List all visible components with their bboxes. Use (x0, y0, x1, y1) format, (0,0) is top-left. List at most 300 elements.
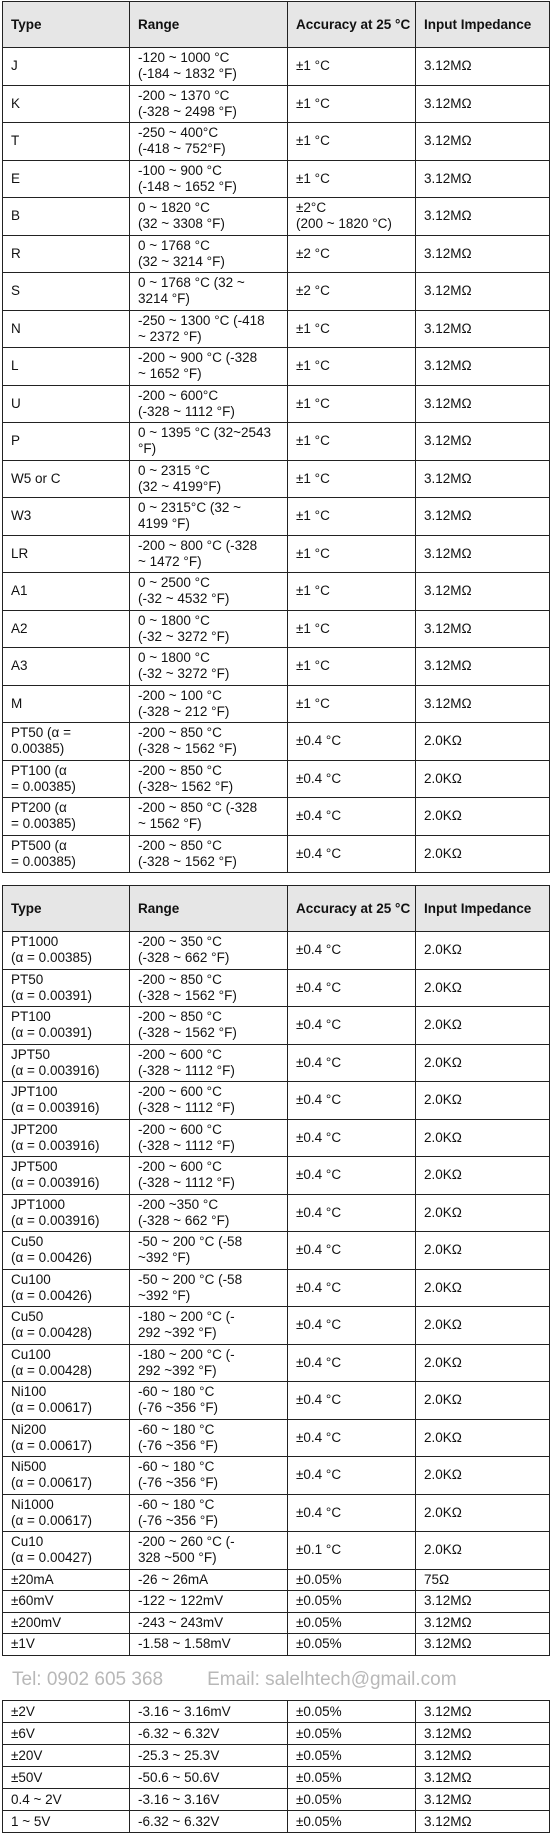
cell-accuracy (288, 1723, 416, 1745)
table-row (3, 1119, 550, 1157)
cell-type (3, 1811, 130, 1833)
cell-range (130, 1532, 288, 1570)
cell-type (3, 723, 130, 761)
cell-range (130, 1612, 288, 1634)
cell-range-text: -200 ~ 600 °C (-328 ~ 1112 °F) (138, 1046, 235, 1078)
cell-impedance-text: 3.12MΩ (424, 658, 472, 674)
cell-range-text: -200 ~ 100 °C (-328 ~ 212 °F) (138, 687, 230, 719)
cell-type (3, 1157, 130, 1195)
cell-type-text: B (11, 208, 21, 224)
cell-type (3, 835, 130, 873)
cell-type-text: E (11, 170, 21, 186)
cell-impedance (416, 423, 550, 461)
table-row (3, 85, 550, 123)
cell-accuracy-text: ±0.05% (296, 1571, 342, 1587)
cell-range (130, 1723, 288, 1745)
cell-accuracy-text: ±1 °C (296, 695, 330, 711)
cell-type-text: W3 (11, 508, 32, 524)
cell-range-text: 0 ~ 1768 °C (32 ~ 3214 °F) (138, 275, 245, 307)
cell-type (3, 648, 130, 686)
cell-accuracy (288, 123, 416, 161)
table-row (3, 198, 550, 236)
cell-range-text: 0 ~ 1800 °C (-32 ~ 3272 °F) (138, 650, 230, 682)
cell-accuracy (288, 1457, 416, 1495)
cell-accuracy (288, 1007, 416, 1045)
cell-range-text: -200 ~ 350 °C (-328 ~ 662 °F) (138, 934, 230, 966)
cell-range (130, 1701, 288, 1723)
cell-range (130, 969, 288, 1007)
cell-impedance (416, 498, 550, 536)
cell-accuracy (288, 498, 416, 536)
cell-range-text: -200 ~ 850 °C (-328 ~ 1562 °F) (138, 971, 237, 1003)
cell-impedance-text: 2.0KΩ (424, 1129, 462, 1145)
cell-type-text: A3 (11, 658, 28, 674)
cell-accuracy (288, 1634, 416, 1656)
cell-range (130, 610, 288, 648)
cell-range (130, 1811, 288, 1833)
cell-type (3, 1612, 130, 1634)
cell-accuracy-text: ±1 °C (296, 95, 330, 111)
table-row (3, 1612, 550, 1634)
cell-type (3, 1532, 130, 1570)
cell-impedance-text: 2.0KΩ (424, 1204, 462, 1220)
cell-range (130, 1591, 288, 1613)
cell-type (3, 573, 130, 611)
cell-range (130, 160, 288, 198)
cell-range-text: -122 ~ 122mV (138, 1593, 224, 1609)
table-row (3, 1767, 550, 1789)
cell-accuracy-text: ±1 °C (296, 658, 330, 674)
cell-impedance-text: 75Ω (424, 1571, 450, 1587)
cell-accuracy-text: ±1 °C (296, 133, 330, 149)
table-row (3, 648, 550, 686)
cell-impedance-text: 3.12MΩ (424, 358, 472, 374)
cell-range (130, 273, 288, 311)
cell-accuracy-text: ±0.05% (296, 1725, 342, 1741)
cell-type (3, 969, 130, 1007)
cell-type-text: Cu100 (α = 0.00428) (11, 1346, 92, 1378)
cell-range (130, 423, 288, 461)
column-header-accuracy: Accuracy at 25 °C (288, 2, 416, 48)
cell-type (3, 1789, 130, 1811)
cell-impedance (416, 1307, 550, 1345)
spec-table-thermocouple (2, 1, 550, 873)
cell-type-text: JPT500 (α = 0.003916) (11, 1159, 100, 1191)
cell-accuracy-text: ±1 °C (296, 58, 330, 74)
cell-accuracy-text: ±1 °C (296, 470, 330, 486)
cell-range-text: -6.32 ~ 6.32V (138, 1813, 220, 1829)
cell-impedance (416, 1457, 550, 1495)
cell-type-text: JPT100 (α = 0.003916) (11, 1084, 100, 1116)
cell-type-text: JPT50 (α = 0.003916) (11, 1046, 100, 1078)
cell-accuracy (288, 423, 416, 461)
cell-range (130, 1457, 288, 1495)
table-row (3, 1232, 550, 1270)
cell-type-text: K (11, 95, 21, 111)
cell-impedance-text: 3.12MΩ (424, 1747, 472, 1763)
cell-range-text: -200 ~ 600 °C (-328 ~ 1112 °F) (138, 1121, 235, 1153)
cell-accuracy-text: ±0.4 °C (296, 845, 342, 861)
table-row (3, 348, 550, 386)
cell-impedance (416, 798, 550, 836)
cell-accuracy (288, 969, 416, 1007)
cell-range (130, 48, 288, 86)
cell-accuracy (288, 1532, 416, 1570)
table-header-row (3, 2, 550, 48)
cell-impedance (416, 348, 550, 386)
table-row (3, 1457, 550, 1495)
cell-impedance (416, 685, 550, 723)
cell-accuracy-text: ±2 °C (296, 245, 330, 261)
cell-accuracy-text: ±0.4 °C (296, 1504, 342, 1520)
cell-type (3, 235, 130, 273)
cell-impedance (416, 535, 550, 573)
cell-accuracy-text: ±0.1 °C (296, 1542, 342, 1558)
cell-type-text: ±6V (11, 1725, 35, 1741)
table-row (3, 723, 550, 761)
cell-type-text: U (11, 395, 21, 411)
cell-type-text: ±50V (11, 1769, 43, 1785)
cell-impedance-text: 2.0KΩ (424, 1429, 462, 1445)
cell-accuracy (288, 1789, 416, 1811)
cell-range (130, 723, 288, 761)
table-row (3, 1194, 550, 1232)
cell-accuracy (288, 535, 416, 573)
cell-range (130, 498, 288, 536)
cell-type-text: ±2V (11, 1703, 35, 1719)
cell-accuracy-text: ±0.4 °C (296, 942, 342, 958)
cell-type-text: T (11, 133, 20, 149)
cell-accuracy-text: ±0.4 °C (296, 1204, 342, 1220)
table-row (3, 1591, 550, 1613)
cell-type-text: PT50 (α = 0.00391) (11, 971, 92, 1003)
cell-accuracy-text: ±1 °C (296, 358, 330, 374)
cell-accuracy (288, 1232, 416, 1270)
cell-type (3, 1269, 130, 1307)
cell-range (130, 460, 288, 498)
table-row (3, 1532, 550, 1570)
cell-range-text: -180 ~ 200 °C (- 292 ~392 °F) (138, 1346, 235, 1378)
cell-type-text: Cu100 (α = 0.00426) (11, 1271, 92, 1303)
cell-impedance (416, 1723, 550, 1745)
cell-impedance (416, 460, 550, 498)
cell-range (130, 1307, 288, 1345)
cell-accuracy (288, 685, 416, 723)
cell-range (130, 1419, 288, 1457)
cell-impedance (416, 160, 550, 198)
cell-accuracy (288, 273, 416, 311)
table-row (3, 1811, 550, 1833)
cell-impedance (416, 1811, 550, 1833)
table-row (3, 1382, 550, 1420)
cell-type (3, 798, 130, 836)
cell-type-text: Cu10 (α = 0.00427) (11, 1534, 92, 1566)
cell-accuracy (288, 1591, 416, 1613)
cell-impedance-text: 2.0KΩ (424, 1354, 462, 1370)
cell-impedance (416, 1269, 550, 1307)
cell-impedance (416, 969, 550, 1007)
cell-accuracy (288, 723, 416, 761)
cell-accuracy (288, 1701, 416, 1723)
table-row (3, 969, 550, 1007)
cell-accuracy (288, 1612, 416, 1634)
cell-accuracy-text: ±0.05% (296, 1593, 342, 1609)
cell-impedance (416, 1044, 550, 1082)
cell-impedance (416, 235, 550, 273)
cell-accuracy (288, 760, 416, 798)
cell-impedance-text: 3.12MΩ (424, 283, 472, 299)
cell-accuracy (288, 198, 416, 236)
cell-impedance (416, 310, 550, 348)
cell-accuracy-text: ±0.05% (296, 1747, 342, 1763)
cell-accuracy (288, 1382, 416, 1420)
cell-accuracy (288, 310, 416, 348)
cell-range (130, 1269, 288, 1307)
cell-type (3, 123, 130, 161)
cell-range-text: -200 ~ 850 °C (-328 ~ 1562 °F) (138, 1009, 237, 1041)
cell-impedance-text: 3.12MΩ (424, 545, 472, 561)
cell-impedance (416, 1612, 550, 1634)
cell-impedance-text: 3.12MΩ (424, 95, 472, 111)
table-row (3, 535, 550, 573)
cell-impedance (416, 85, 550, 123)
cell-impedance (416, 1157, 550, 1195)
cell-accuracy (288, 573, 416, 611)
cell-type (3, 1494, 130, 1532)
cell-type (3, 310, 130, 348)
contact-line (12, 1666, 542, 1694)
cell-type (3, 160, 130, 198)
cell-type-text: ±20mA (11, 1571, 54, 1587)
cell-range (130, 85, 288, 123)
cell-impedance-text: 2.0KΩ (424, 1242, 462, 1258)
cell-type (3, 610, 130, 648)
cell-accuracy-text: ±0.4 °C (296, 1279, 342, 1295)
cell-range-text: -200 ~ 850 °C (-328~ 1562 °F) (138, 762, 234, 794)
cell-accuracy-text: ±1 °C (296, 433, 330, 449)
cell-impedance-text: 2.0KΩ (424, 1392, 462, 1408)
cell-impedance-text: 2.0KΩ (424, 1092, 462, 1108)
cell-impedance (416, 1082, 550, 1120)
cell-type-text: PT100 (α = 0.00391) (11, 1009, 92, 1041)
cell-accuracy (288, 460, 416, 498)
cell-range (130, 1494, 288, 1532)
cell-impedance (416, 835, 550, 873)
cell-type (3, 760, 130, 798)
cell-accuracy (288, 348, 416, 386)
cell-range-text: -200 ~ 600 °C (-328 ~ 1112 °F) (138, 1159, 235, 1191)
cell-impedance (416, 648, 550, 686)
table-row (3, 1157, 550, 1195)
cell-range-text: -200 ~ 260 °C (- 328 ~500 °F) (138, 1534, 235, 1566)
cell-type (3, 85, 130, 123)
table-row (3, 1569, 550, 1591)
cell-range-text: -243 ~ 243mV (138, 1614, 224, 1630)
table-row (3, 385, 550, 423)
cell-impedance-text: 3.12MΩ (424, 58, 472, 74)
cell-impedance-text: 3.12MΩ (424, 395, 472, 411)
cell-type (3, 498, 130, 536)
cell-range-text: -6.32 ~ 6.32V (138, 1725, 220, 1741)
cell-range (130, 1157, 288, 1195)
cell-accuracy-text: ±2°C (200 ~ 1820 °C) (296, 200, 392, 232)
cell-range (130, 1789, 288, 1811)
cell-impedance (416, 1344, 550, 1382)
table-row (3, 1269, 550, 1307)
cell-impedance (416, 760, 550, 798)
cell-accuracy (288, 1569, 416, 1591)
cell-accuracy-text: ±0.4 °C (296, 1429, 342, 1445)
cell-range-text: -50 ~ 200 °C (-58 ~392 °F) (138, 1234, 243, 1266)
cell-impedance (416, 48, 550, 86)
table-row (3, 1494, 550, 1532)
cell-range-text: -3.16 ~ 3.16mV (138, 1703, 231, 1719)
table-row (3, 610, 550, 648)
cell-accuracy-text: ±1 °C (296, 620, 330, 636)
cell-type (3, 932, 130, 970)
cell-accuracy (288, 1119, 416, 1157)
cell-type-text: Cu50 (α = 0.00426) (11, 1234, 92, 1266)
cell-type-text: R (11, 245, 21, 261)
cell-range (130, 1082, 288, 1120)
cell-type-text: JPT1000 (α = 0.003916) (11, 1196, 100, 1228)
cell-impedance (416, 1007, 550, 1045)
cell-impedance-text: 3.12MΩ (424, 1813, 472, 1829)
cell-type (3, 1419, 130, 1457)
cell-impedance-text: 3.12MΩ (424, 1769, 472, 1785)
cell-type-text: Ni1000 (α = 0.00617) (11, 1496, 92, 1528)
cell-accuracy-text: ±1 °C (296, 320, 330, 336)
cell-impedance (416, 610, 550, 648)
cell-range (130, 1569, 288, 1591)
contact-email: Email: salelhtech@gmail.com (207, 1669, 457, 1690)
table-row (3, 310, 550, 348)
cell-type (3, 273, 130, 311)
cell-range-text: 0 ~ 2315°C (32 ~ 4199 °F) (138, 500, 241, 532)
cell-type-text: LR (11, 545, 29, 561)
cell-range-text: -200 ~ 850 °C (-328 ~ 1562 °F) (138, 837, 237, 869)
cell-type-text: 1 ~ 5V (11, 1813, 51, 1829)
cell-type (3, 1307, 130, 1345)
cell-accuracy-text: ±0.4 °C (296, 1242, 342, 1258)
cell-range-text: 0 ~ 2500 °C (-32 ~ 4532 °F) (138, 575, 230, 607)
cell-range (130, 198, 288, 236)
cell-accuracy-text: ±2 °C (296, 283, 330, 299)
cell-accuracy (288, 1767, 416, 1789)
cell-accuracy-text: ±0.4 °C (296, 979, 342, 995)
cell-impedance (416, 1494, 550, 1532)
cell-range (130, 1007, 288, 1045)
cell-range-text: -60 ~ 180 °C (-76 ~356 °F) (138, 1421, 219, 1453)
cell-impedance (416, 1591, 550, 1613)
cell-impedance-text: 3.12MΩ (424, 470, 472, 486)
cell-impedance-text: 3.12MΩ (424, 170, 472, 186)
contact-tel: Tel: 0902 605 368 (12, 1669, 164, 1690)
cell-type (3, 1591, 130, 1613)
cell-range (130, 835, 288, 873)
cell-accuracy-text: ±0.4 °C (296, 1092, 342, 1108)
cell-type-text: J (11, 58, 18, 74)
cell-range (130, 798, 288, 836)
cell-impedance (416, 1419, 550, 1457)
cell-accuracy-text: ±0.4 °C (296, 1354, 342, 1370)
cell-type (3, 1007, 130, 1045)
cell-impedance-text: 3.12MΩ (424, 508, 472, 524)
cell-accuracy (288, 1494, 416, 1532)
cell-accuracy (288, 1157, 416, 1195)
cell-range-text: -200 ~350 °C (-328 ~ 662 °F) (138, 1196, 230, 1228)
table-row (3, 798, 550, 836)
cell-range-text: -200 ~ 850 °C (-328 ~ 1562 °F) (138, 725, 237, 757)
cell-type (3, 1044, 130, 1082)
table-row (3, 423, 550, 461)
cell-range (130, 1232, 288, 1270)
cell-range-text: -60 ~ 180 °C (-76 ~356 °F) (138, 1496, 219, 1528)
spec-table-rtd-and-signals (2, 885, 550, 1656)
cell-range-text: -1.58 ~ 1.58mV (138, 1636, 231, 1652)
cell-range (130, 1044, 288, 1082)
cell-impedance-text: 3.12MΩ (424, 695, 472, 711)
cell-range-text: 0 ~ 1800 °C (-32 ~ 3272 °F) (138, 612, 230, 644)
cell-accuracy (288, 1745, 416, 1767)
table-row (3, 1307, 550, 1345)
cell-type-text: PT500 (α = 0.00385) (11, 837, 76, 869)
cell-range-text: -26 ~ 26mA (138, 1571, 209, 1587)
cell-accuracy-text: ±0.05% (296, 1791, 342, 1807)
cell-type-text: JPT200 (α = 0.003916) (11, 1121, 100, 1153)
cell-range (130, 1745, 288, 1767)
cell-impedance-text: 3.12MΩ (424, 245, 472, 261)
cell-accuracy (288, 1082, 416, 1120)
cell-type-text: 0.4 ~ 2V (11, 1791, 62, 1807)
table-row (3, 573, 550, 611)
cell-accuracy (288, 1344, 416, 1382)
cell-type (3, 1634, 130, 1656)
cell-range-text: -100 ~ 900 °C (-148 ~ 1652 °F) (138, 162, 237, 194)
cell-accuracy (288, 1811, 416, 1833)
cell-type (3, 1119, 130, 1157)
cell-range-text: -200 ~ 800 °C (-328 ~ 1472 °F) (138, 537, 258, 569)
cell-accuracy (288, 48, 416, 86)
cell-type-text: S (11, 283, 21, 299)
cell-range-text: -250 ~ 1300 °C (-418 ~ 2372 °F) (138, 312, 265, 344)
cell-impedance-text: 2.0KΩ (424, 1054, 462, 1070)
cell-impedance-text: 3.12MΩ (424, 320, 472, 336)
cell-impedance-text: 3.12MΩ (424, 620, 472, 636)
cell-impedance (416, 573, 550, 611)
cell-type (3, 348, 130, 386)
cell-accuracy-text: ±0.4 °C (296, 1392, 342, 1408)
table-row (3, 932, 550, 970)
column-header-type: Type (3, 2, 130, 48)
table-row (3, 160, 550, 198)
cell-impedance (416, 1634, 550, 1656)
cell-accuracy-text: ±0.05% (296, 1769, 342, 1785)
column-header-range: Range (130, 886, 288, 932)
cell-impedance (416, 1232, 550, 1270)
cell-accuracy-text: ±1 °C (296, 508, 330, 524)
cell-range (130, 235, 288, 273)
cell-impedance (416, 1194, 550, 1232)
cell-range-text: -25.3 ~ 25.3V (138, 1747, 220, 1763)
cell-type (3, 535, 130, 573)
cell-range (130, 1634, 288, 1656)
table-row (3, 123, 550, 161)
cell-impedance (416, 123, 550, 161)
cell-type (3, 1457, 130, 1495)
table-row (3, 1044, 550, 1082)
table-row (3, 1723, 550, 1745)
